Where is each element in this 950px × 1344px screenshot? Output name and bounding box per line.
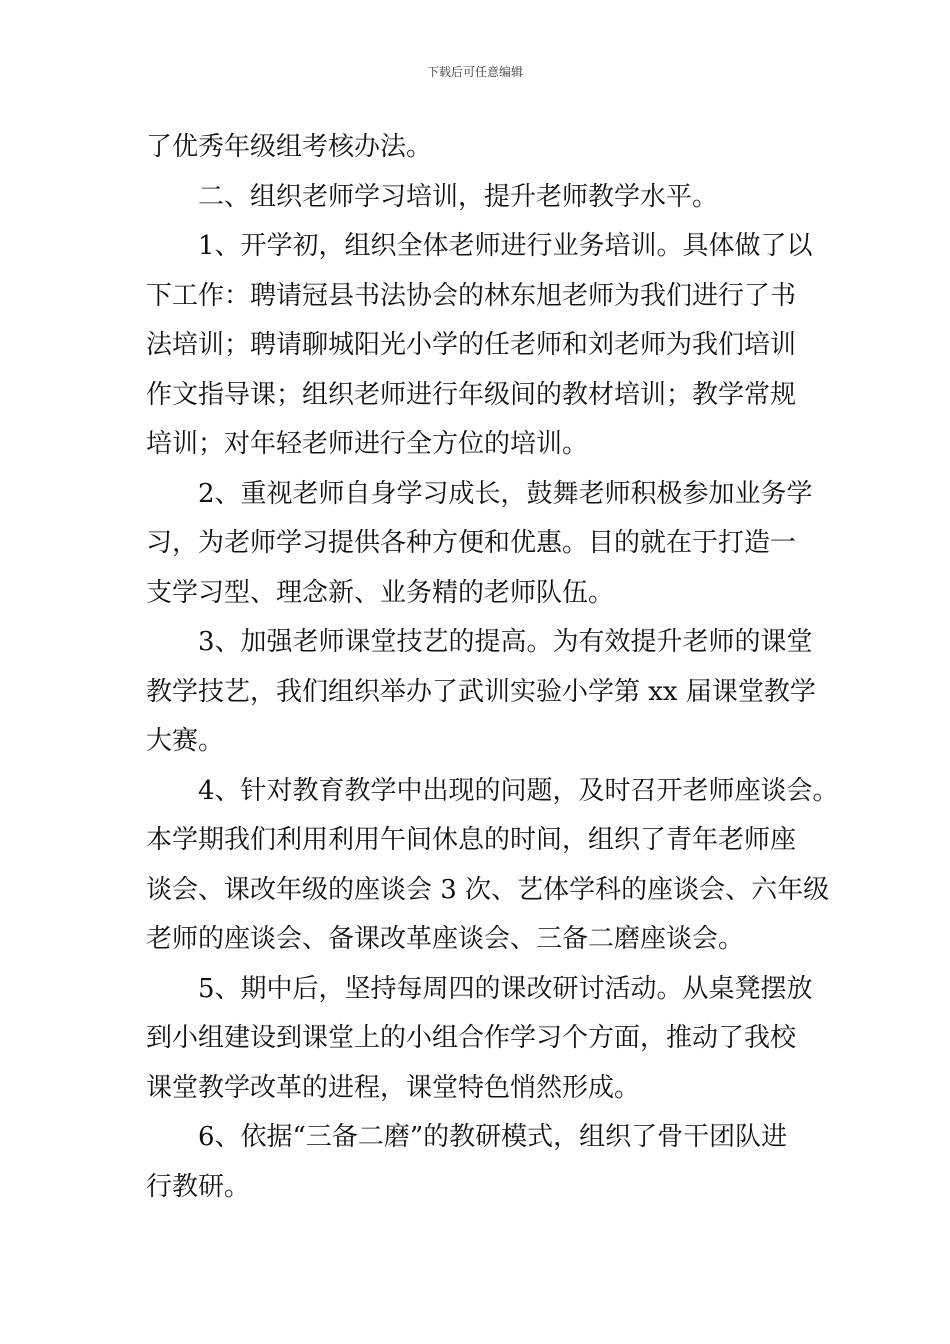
paragraph-line: 行教研。 bbox=[146, 1171, 251, 1202]
paragraph-line: 6、依据“三备二磨”的教研模式，组织了骨干团队进 bbox=[198, 1122, 788, 1152]
paragraph-line: 本学期我们利用利用午间休息的时间，组织了青年老师座 bbox=[146, 825, 797, 855]
page-header: 下载后可任意编辑 bbox=[426, 65, 523, 79]
paragraph-line: 作文指导课；组织老师进行年级间的教材培训；教学常规 bbox=[146, 379, 797, 410]
paragraph-line: 习，为老师学习提供各种方便和优惠。目的就在于打造一 bbox=[146, 528, 797, 558]
document-body bbox=[146, 123, 839, 1212]
paragraph-line: 课堂教学改革的进程，课堂特色悄然形成。 bbox=[146, 1072, 641, 1103]
paragraph-line: 法培训；聘请聊城阳光小学的任老师和刘老师为我们培训 bbox=[146, 330, 797, 360]
section-heading: 二、组织老师学习培训，提升老师教学水平。 bbox=[198, 181, 719, 212]
paragraph-line: 老师的座谈会、备课改革座谈会、三备二磨座谈会。 bbox=[146, 924, 745, 954]
paragraph-line: 5、期中后，坚持每周四的课改研讨活动。从桌凳摆放 bbox=[198, 973, 813, 1004]
paragraph-line: 到小组建设到课堂上的小组合作学习个方面，推动了我校 bbox=[146, 1023, 797, 1053]
paragraph-line: 2、重视老师自身学习成长，鼓舞老师积极参加业务学 bbox=[198, 478, 813, 509]
paragraph-line: 支学习型、理念新、业务精的老师队伍。 bbox=[146, 577, 615, 608]
paragraph-line: 4、针对教育教学中出现的问题，及时召开老师座谈会。 bbox=[198, 775, 839, 806]
paragraph-line: 大赛。 bbox=[146, 726, 225, 756]
paragraph-line: 3、加强老师课堂技艺的提高。为有效提升老师的课堂 bbox=[198, 627, 813, 657]
paragraph-line: 1、开学初，组织全体老师进行业务培训。具体做了以 bbox=[198, 231, 813, 261]
paragraph-line: 了优秀年级组考核办法。 bbox=[146, 132, 433, 162]
paragraph-line: 培训；对年轻老师进行全方位的培训。 bbox=[146, 429, 589, 459]
paragraph-line: 谈会、课改年级的座谈会 3 次、艺体学科的座谈会、六年级 bbox=[146, 874, 830, 905]
paragraph-line: 教学技艺，我们组织举办了武训实验小学第 xx 届课堂教学 bbox=[146, 676, 816, 707]
paragraph-line: 下工作：聘请冠县书法协会的林东旭老师为我们进行了书 bbox=[146, 280, 797, 311]
